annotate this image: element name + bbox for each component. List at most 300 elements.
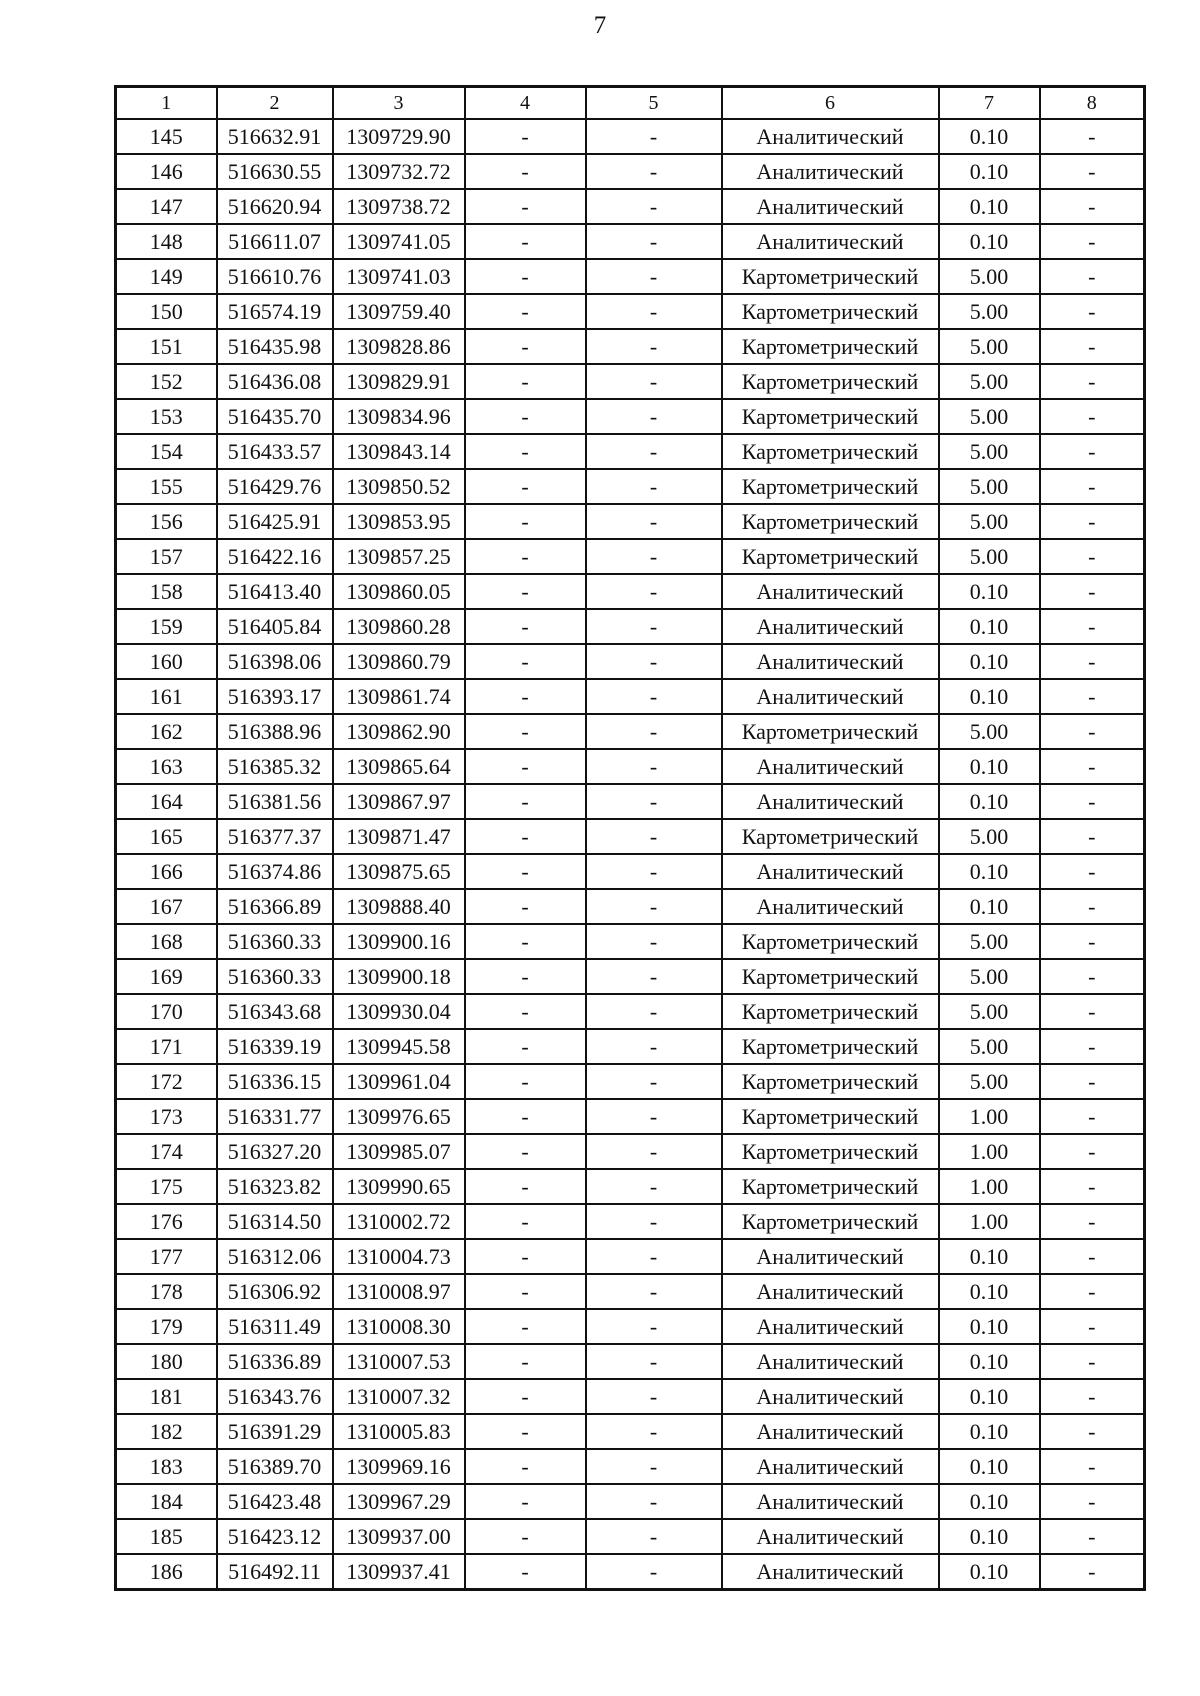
table-cell-col-3: 1309857.25 bbox=[333, 539, 465, 574]
table-cell-col-3: 1309867.97 bbox=[333, 784, 465, 819]
table-cell-col-3: 1310004.73 bbox=[333, 1239, 465, 1274]
table-cell-col-2: 516343.76 bbox=[217, 1379, 333, 1414]
table-cell-col-5: - bbox=[586, 644, 722, 679]
table-cell-col-3: 1310007.53 bbox=[333, 1344, 465, 1379]
table-cell-col-3: 1309865.64 bbox=[333, 749, 465, 784]
table-cell-col-7: 0.10 bbox=[939, 1379, 1040, 1414]
table-cell-col-1: 173 bbox=[116, 1099, 217, 1134]
page-number: 7 bbox=[593, 12, 607, 39]
table-cell-col-4: - bbox=[465, 1099, 586, 1134]
table-cell-col-5: - bbox=[586, 1239, 722, 1274]
table-cell-col-7: 5.00 bbox=[939, 364, 1040, 399]
table-cell-col-4: - bbox=[465, 434, 586, 469]
table-cell-col-2: 516423.12 bbox=[217, 1519, 333, 1554]
table-cell-col-6: Аналитический bbox=[722, 1379, 939, 1414]
table-cell-col-4: - bbox=[465, 1274, 586, 1309]
table-cell-col-1: 156 bbox=[116, 504, 217, 539]
table-row bbox=[116, 1519, 1145, 1554]
table-cell-col-4: - bbox=[465, 259, 586, 294]
table-cell-col-5: - bbox=[586, 1204, 722, 1239]
table-cell-col-5: - bbox=[586, 1379, 722, 1414]
table-cell-col-8: - bbox=[1040, 189, 1145, 224]
table-cell-col-6: Картометрический bbox=[722, 1204, 939, 1239]
table-cell-col-7: 5.00 bbox=[939, 504, 1040, 539]
table-cell-col-2: 516630.55 bbox=[217, 154, 333, 189]
table-cell-col-5: - bbox=[586, 1169, 722, 1204]
table-cell-col-1: 181 bbox=[116, 1379, 217, 1414]
table-cell-col-2: 516620.94 bbox=[217, 189, 333, 224]
table-cell-col-3: 1309900.18 bbox=[333, 959, 465, 994]
table-cell-col-5: - bbox=[586, 1029, 722, 1064]
table-cell-col-3: 1309976.65 bbox=[333, 1099, 465, 1134]
table-row bbox=[116, 294, 1145, 329]
table-cell-col-7: 1.00 bbox=[939, 1134, 1040, 1169]
table-cell-col-3: 1309834.96 bbox=[333, 399, 465, 434]
table-cell-col-7: 0.10 bbox=[939, 1239, 1040, 1274]
table-cell-col-2: 516381.56 bbox=[217, 784, 333, 819]
table-cell-col-1: 154 bbox=[116, 434, 217, 469]
table-cell-col-5: - bbox=[586, 749, 722, 784]
table-row bbox=[116, 364, 1145, 399]
table-cell-col-2: 516311.49 bbox=[217, 1309, 333, 1344]
table-cell-col-8: - bbox=[1040, 749, 1145, 784]
table-cell-col-8: - bbox=[1040, 1274, 1145, 1309]
column-header-8: 8 bbox=[1040, 87, 1145, 120]
table-row bbox=[116, 994, 1145, 1029]
table-cell-col-1: 155 bbox=[116, 469, 217, 504]
table-cell-col-4: - bbox=[465, 1169, 586, 1204]
table-cell-col-6: Аналитический bbox=[722, 119, 939, 154]
table-cell-col-6: Картометрический bbox=[722, 364, 939, 399]
table-cell-col-1: 178 bbox=[116, 1274, 217, 1309]
table-cell-col-5: - bbox=[586, 399, 722, 434]
table-cell-col-4: - bbox=[465, 294, 586, 329]
table-cell-col-2: 516374.86 bbox=[217, 854, 333, 889]
table-cell-col-4: - bbox=[465, 1309, 586, 1344]
table-cell-col-3: 1309860.28 bbox=[333, 609, 465, 644]
table-cell-col-3: 1309850.52 bbox=[333, 469, 465, 504]
table-cell-col-5: - bbox=[586, 259, 722, 294]
table-cell-col-1: 180 bbox=[116, 1344, 217, 1379]
column-header-5: 5 bbox=[586, 87, 722, 120]
table-row bbox=[116, 1239, 1145, 1274]
table-cell-col-4: - bbox=[465, 1134, 586, 1169]
table-cell-col-6: Аналитический bbox=[722, 1239, 939, 1274]
table-cell-col-4: - bbox=[465, 224, 586, 259]
table-row bbox=[116, 259, 1145, 294]
table-cell-col-1: 165 bbox=[116, 819, 217, 854]
table-cell-col-6: Картометрический bbox=[722, 399, 939, 434]
table-cell-col-3: 1309759.40 bbox=[333, 294, 465, 329]
table-cell-col-2: 516423.48 bbox=[217, 1484, 333, 1519]
table-cell-col-8: - bbox=[1040, 819, 1145, 854]
table-cell-col-3: 1309967.29 bbox=[333, 1484, 465, 1519]
table-cell-col-7: 1.00 bbox=[939, 1169, 1040, 1204]
table-cell-col-7: 5.00 bbox=[939, 539, 1040, 574]
table-cell-col-6: Картометрический bbox=[722, 819, 939, 854]
table-cell-col-8: - bbox=[1040, 364, 1145, 399]
table-cell-col-7: 0.10 bbox=[939, 189, 1040, 224]
table-cell-col-1: 185 bbox=[116, 1519, 217, 1554]
table-cell-col-7: 0.10 bbox=[939, 1344, 1040, 1379]
table-cell-col-2: 516389.70 bbox=[217, 1449, 333, 1484]
table-cell-col-4: - bbox=[465, 994, 586, 1029]
table-cell-col-3: 1310002.72 bbox=[333, 1204, 465, 1239]
table-cell-col-4: - bbox=[465, 399, 586, 434]
table-cell-col-1: 160 bbox=[116, 644, 217, 679]
table-cell-col-1: 149 bbox=[116, 259, 217, 294]
table-cell-col-3: 1309930.04 bbox=[333, 994, 465, 1029]
table-body bbox=[116, 119, 1145, 1590]
table-row bbox=[116, 1414, 1145, 1449]
table-cell-col-5: - bbox=[586, 1449, 722, 1484]
table-row bbox=[116, 189, 1145, 224]
table-row bbox=[116, 1169, 1145, 1204]
table-cell-col-2: 516425.91 bbox=[217, 504, 333, 539]
table-cell-col-4: - bbox=[465, 504, 586, 539]
table-cell-col-8: - bbox=[1040, 1414, 1145, 1449]
table-row bbox=[116, 749, 1145, 784]
table-cell-col-5: - bbox=[586, 224, 722, 259]
table-cell-col-6: Картометрический bbox=[722, 1169, 939, 1204]
table-cell-col-2: 516360.33 bbox=[217, 959, 333, 994]
table-cell-col-1: 186 bbox=[116, 1554, 217, 1590]
table-cell-col-1: 150 bbox=[116, 294, 217, 329]
table-cell-col-7: 0.10 bbox=[939, 784, 1040, 819]
table-cell-col-4: - bbox=[465, 1379, 586, 1414]
table-cell-col-1: 179 bbox=[116, 1309, 217, 1344]
table-cell-col-3: 1309990.65 bbox=[333, 1169, 465, 1204]
table-cell-col-6: Аналитический bbox=[722, 1449, 939, 1484]
table-cell-col-3: 1309741.05 bbox=[333, 224, 465, 259]
table-cell-col-7: 0.10 bbox=[939, 119, 1040, 154]
table-cell-col-2: 516422.16 bbox=[217, 539, 333, 574]
table-cell-col-5: - bbox=[586, 889, 722, 924]
table-cell-col-5: - bbox=[586, 294, 722, 329]
table-cell-col-5: - bbox=[586, 959, 722, 994]
table-row bbox=[116, 1344, 1145, 1379]
table-cell-col-6: Картометрический bbox=[722, 434, 939, 469]
table-cell-col-7: 0.10 bbox=[939, 1414, 1040, 1449]
table-cell-col-8: - bbox=[1040, 504, 1145, 539]
table-cell-col-4: - bbox=[465, 819, 586, 854]
table-cell-col-5: - bbox=[586, 1309, 722, 1344]
table-row bbox=[116, 1449, 1145, 1484]
table-cell-col-8: - bbox=[1040, 294, 1145, 329]
table-cell-col-5: - bbox=[586, 994, 722, 1029]
column-header-7: 7 bbox=[939, 87, 1040, 120]
table-cell-col-5: - bbox=[586, 469, 722, 504]
table-cell-col-6: Аналитический bbox=[722, 784, 939, 819]
table-cell-col-3: 1309888.40 bbox=[333, 889, 465, 924]
table-cell-col-4: - bbox=[465, 1204, 586, 1239]
table-cell-col-7: 1.00 bbox=[939, 1099, 1040, 1134]
table-cell-col-4: - bbox=[465, 679, 586, 714]
table-cell-col-8: - bbox=[1040, 539, 1145, 574]
table-cell-col-8: - bbox=[1040, 959, 1145, 994]
table-cell-col-7: 5.00 bbox=[939, 714, 1040, 749]
coordinates-table bbox=[114, 85, 1146, 1591]
column-header-6: 6 bbox=[722, 87, 939, 120]
table-cell-col-1: 159 bbox=[116, 609, 217, 644]
table-row bbox=[116, 1379, 1145, 1414]
table-cell-col-7: 0.10 bbox=[939, 1449, 1040, 1484]
table-cell-col-1: 158 bbox=[116, 574, 217, 609]
table-row bbox=[116, 224, 1145, 259]
table-cell-col-5: - bbox=[586, 189, 722, 224]
table-cell-col-3: 1309741.03 bbox=[333, 259, 465, 294]
table-cell-col-1: 169 bbox=[116, 959, 217, 994]
table-cell-col-4: - bbox=[465, 1414, 586, 1449]
table-cell-col-6: Аналитический bbox=[722, 854, 939, 889]
table-cell-col-7: 5.00 bbox=[939, 294, 1040, 329]
table-cell-col-6: Картометрический bbox=[722, 259, 939, 294]
table-row bbox=[116, 854, 1145, 889]
table-cell-col-1: 184 bbox=[116, 1484, 217, 1519]
table-cell-col-3: 1309829.91 bbox=[333, 364, 465, 399]
table-cell-col-3: 1309853.95 bbox=[333, 504, 465, 539]
table-cell-col-7: 0.10 bbox=[939, 1309, 1040, 1344]
table-cell-col-6: Картометрический bbox=[722, 959, 939, 994]
table-cell-col-4: - bbox=[465, 1064, 586, 1099]
table-cell-col-6: Аналитический bbox=[722, 1554, 939, 1590]
table-cell-col-3: 1309937.41 bbox=[333, 1554, 465, 1590]
table-cell-col-7: 0.10 bbox=[939, 1274, 1040, 1309]
table-cell-col-4: - bbox=[465, 1484, 586, 1519]
table-cell-col-3: 1309969.16 bbox=[333, 1449, 465, 1484]
table-cell-col-6: Аналитический bbox=[722, 189, 939, 224]
table-cell-col-1: 163 bbox=[116, 749, 217, 784]
table-cell-col-8: - bbox=[1040, 784, 1145, 819]
table-cell-col-7: 5.00 bbox=[939, 329, 1040, 364]
table-cell-col-7: 0.10 bbox=[939, 854, 1040, 889]
table-cell-col-4: - bbox=[465, 924, 586, 959]
table-cell-col-6: Аналитический bbox=[722, 889, 939, 924]
column-header-2: 2 bbox=[217, 87, 333, 120]
table-cell-col-6: Аналитический bbox=[722, 574, 939, 609]
table-cell-col-6: Картометрический bbox=[722, 714, 939, 749]
table-cell-col-5: - bbox=[586, 679, 722, 714]
table-cell-col-5: - bbox=[586, 574, 722, 609]
table-cell-col-7: 1.00 bbox=[939, 1204, 1040, 1239]
table-cell-col-1: 148 bbox=[116, 224, 217, 259]
table-cell-col-4: - bbox=[465, 469, 586, 504]
table-cell-col-4: - bbox=[465, 959, 586, 994]
table-cell-col-4: - bbox=[465, 714, 586, 749]
table-cell-col-1: 151 bbox=[116, 329, 217, 364]
table-cell-col-7: 0.10 bbox=[939, 574, 1040, 609]
table-cell-col-2: 516391.29 bbox=[217, 1414, 333, 1449]
table-cell-col-2: 516388.96 bbox=[217, 714, 333, 749]
table-cell-col-8: - bbox=[1040, 679, 1145, 714]
table-cell-col-6: Картометрический bbox=[722, 1134, 939, 1169]
table-cell-col-2: 516360.33 bbox=[217, 924, 333, 959]
table-cell-col-7: 5.00 bbox=[939, 434, 1040, 469]
table-cell-col-8: - bbox=[1040, 259, 1145, 294]
table-cell-col-2: 516435.70 bbox=[217, 399, 333, 434]
table-cell-col-1: 153 bbox=[116, 399, 217, 434]
table-cell-col-1: 145 bbox=[116, 119, 217, 154]
table-cell-col-6: Картометрический bbox=[722, 504, 939, 539]
table-cell-col-6: Картометрический bbox=[722, 1064, 939, 1099]
table-cell-col-1: 168 bbox=[116, 924, 217, 959]
table-cell-col-4: - bbox=[465, 539, 586, 574]
table-row bbox=[116, 1204, 1145, 1239]
table-cell-col-5: - bbox=[586, 1064, 722, 1099]
table-cell-col-5: - bbox=[586, 854, 722, 889]
table-cell-col-2: 516413.40 bbox=[217, 574, 333, 609]
table-cell-col-3: 1310007.32 bbox=[333, 1379, 465, 1414]
table-cell-col-5: - bbox=[586, 924, 722, 959]
table-cell-col-6: Аналитический bbox=[722, 1344, 939, 1379]
table-row bbox=[116, 609, 1145, 644]
table-cell-col-8: - bbox=[1040, 154, 1145, 189]
table-cell-col-8: - bbox=[1040, 1379, 1145, 1414]
table-cell-col-5: - bbox=[586, 1554, 722, 1590]
table-cell-col-6: Аналитический bbox=[722, 1274, 939, 1309]
table-cell-col-4: - bbox=[465, 644, 586, 679]
table-cell-col-8: - bbox=[1040, 994, 1145, 1029]
table-cell-col-5: - bbox=[586, 1274, 722, 1309]
table-row bbox=[116, 1064, 1145, 1099]
table-cell-col-3: 1309945.58 bbox=[333, 1029, 465, 1064]
table-cell-col-6: Аналитический bbox=[722, 154, 939, 189]
table-row bbox=[116, 119, 1145, 154]
table-cell-col-7: 0.10 bbox=[939, 1554, 1040, 1590]
table-row bbox=[116, 504, 1145, 539]
table-row bbox=[116, 329, 1145, 364]
table-cell-col-7: 5.00 bbox=[939, 469, 1040, 504]
table-cell-col-8: - bbox=[1040, 1519, 1145, 1554]
table-cell-col-3: 1309871.47 bbox=[333, 819, 465, 854]
table-cell-col-6: Аналитический bbox=[722, 644, 939, 679]
table-cell-col-7: 0.10 bbox=[939, 644, 1040, 679]
table-cell-col-3: 1309937.00 bbox=[333, 1519, 465, 1554]
table-cell-col-5: - bbox=[586, 504, 722, 539]
table-cell-col-5: - bbox=[586, 1099, 722, 1134]
table-row bbox=[116, 924, 1145, 959]
column-header-1: 1 bbox=[116, 87, 217, 120]
table-cell-col-3: 1309828.86 bbox=[333, 329, 465, 364]
table-cell-col-8: - bbox=[1040, 609, 1145, 644]
table-cell-col-8: - bbox=[1040, 1204, 1145, 1239]
table-cell-col-8: - bbox=[1040, 854, 1145, 889]
table-cell-col-7: 5.00 bbox=[939, 1029, 1040, 1064]
table-cell-col-4: - bbox=[465, 1554, 586, 1590]
table-cell-col-7: 5.00 bbox=[939, 924, 1040, 959]
table-cell-col-2: 516339.19 bbox=[217, 1029, 333, 1064]
table-cell-col-2: 516492.11 bbox=[217, 1554, 333, 1590]
table-cell-col-6: Аналитический bbox=[722, 1519, 939, 1554]
table-row bbox=[116, 819, 1145, 854]
table-cell-col-6: Картометрический bbox=[722, 994, 939, 1029]
table-cell-col-3: 1309900.16 bbox=[333, 924, 465, 959]
table-cell-col-5: - bbox=[586, 434, 722, 469]
table-cell-col-2: 516393.17 bbox=[217, 679, 333, 714]
table-cell-col-5: - bbox=[586, 539, 722, 574]
table-cell-col-2: 516610.76 bbox=[217, 259, 333, 294]
table-cell-col-1: 177 bbox=[116, 1239, 217, 1274]
table-cell-col-7: 5.00 bbox=[939, 259, 1040, 294]
column-header-3: 3 bbox=[333, 87, 465, 120]
table-cell-col-5: - bbox=[586, 1519, 722, 1554]
table-cell-col-3: 1309875.65 bbox=[333, 854, 465, 889]
table-cell-col-3: 1310008.97 bbox=[333, 1274, 465, 1309]
table-cell-col-8: - bbox=[1040, 329, 1145, 364]
table-cell-col-4: - bbox=[465, 1239, 586, 1274]
table-cell-col-5: - bbox=[586, 1484, 722, 1519]
table-cell-col-6: Аналитический bbox=[722, 679, 939, 714]
table-cell-col-4: - bbox=[465, 1029, 586, 1064]
table-cell-col-1: 174 bbox=[116, 1134, 217, 1169]
table-cell-col-1: 164 bbox=[116, 784, 217, 819]
table-cell-col-2: 516436.08 bbox=[217, 364, 333, 399]
table-cell-col-3: 1309985.07 bbox=[333, 1134, 465, 1169]
table-cell-col-8: - bbox=[1040, 1064, 1145, 1099]
table-cell-col-1: 172 bbox=[116, 1064, 217, 1099]
table-cell-col-8: - bbox=[1040, 1554, 1145, 1590]
table-cell-col-6: Аналитический bbox=[722, 1414, 939, 1449]
table-cell-col-8: - bbox=[1040, 1099, 1145, 1134]
table-row bbox=[116, 469, 1145, 504]
table-cell-col-2: 516323.82 bbox=[217, 1169, 333, 1204]
table-cell-col-8: - bbox=[1040, 714, 1145, 749]
table-cell-col-7: 0.10 bbox=[939, 679, 1040, 714]
table-cell-col-4: - bbox=[465, 154, 586, 189]
table-row bbox=[116, 679, 1145, 714]
table-cell-col-2: 516343.68 bbox=[217, 994, 333, 1029]
table-cell-col-2: 516429.76 bbox=[217, 469, 333, 504]
table-cell-col-8: - bbox=[1040, 1309, 1145, 1344]
table-cell-col-6: Картометрический bbox=[722, 294, 939, 329]
table-cell-col-8: - bbox=[1040, 889, 1145, 924]
table-row bbox=[116, 434, 1145, 469]
table-cell-col-7: 0.10 bbox=[939, 1484, 1040, 1519]
table-row bbox=[116, 1274, 1145, 1309]
table-cell-col-4: - bbox=[465, 189, 586, 224]
table-cell-col-2: 516398.06 bbox=[217, 644, 333, 679]
table-cell-col-7: 0.10 bbox=[939, 1519, 1040, 1554]
table-cell-col-2: 516611.07 bbox=[217, 224, 333, 259]
table-cell-col-2: 516336.15 bbox=[217, 1064, 333, 1099]
table-cell-col-4: - bbox=[465, 1344, 586, 1379]
table-cell-col-2: 516306.92 bbox=[217, 1274, 333, 1309]
table-cell-col-4: - bbox=[465, 329, 586, 364]
table-row bbox=[116, 574, 1145, 609]
table-cell-col-4: - bbox=[465, 119, 586, 154]
table-cell-col-1: 166 bbox=[116, 854, 217, 889]
table-cell-col-6: Аналитический bbox=[722, 1309, 939, 1344]
table-cell-col-6: Картометрический bbox=[722, 1029, 939, 1064]
table-cell-col-8: - bbox=[1040, 1029, 1145, 1064]
table-cell-col-8: - bbox=[1040, 399, 1145, 434]
table-row bbox=[116, 784, 1145, 819]
table-cell-col-7: 0.10 bbox=[939, 749, 1040, 784]
table-row bbox=[116, 1554, 1145, 1590]
table-cell-col-2: 516366.89 bbox=[217, 889, 333, 924]
table-cell-col-8: - bbox=[1040, 1344, 1145, 1379]
table-cell-col-7: 5.00 bbox=[939, 959, 1040, 994]
table-cell-col-4: - bbox=[465, 1519, 586, 1554]
table-cell-col-3: 1310005.83 bbox=[333, 1414, 465, 1449]
table-cell-col-2: 516336.89 bbox=[217, 1344, 333, 1379]
table-row bbox=[116, 959, 1145, 994]
table-cell-col-6: Картометрический bbox=[722, 329, 939, 364]
table-cell-col-7: 5.00 bbox=[939, 399, 1040, 434]
column-header-4: 4 bbox=[465, 87, 586, 120]
table-cell-col-5: - bbox=[586, 119, 722, 154]
table-cell-col-2: 516327.20 bbox=[217, 1134, 333, 1169]
